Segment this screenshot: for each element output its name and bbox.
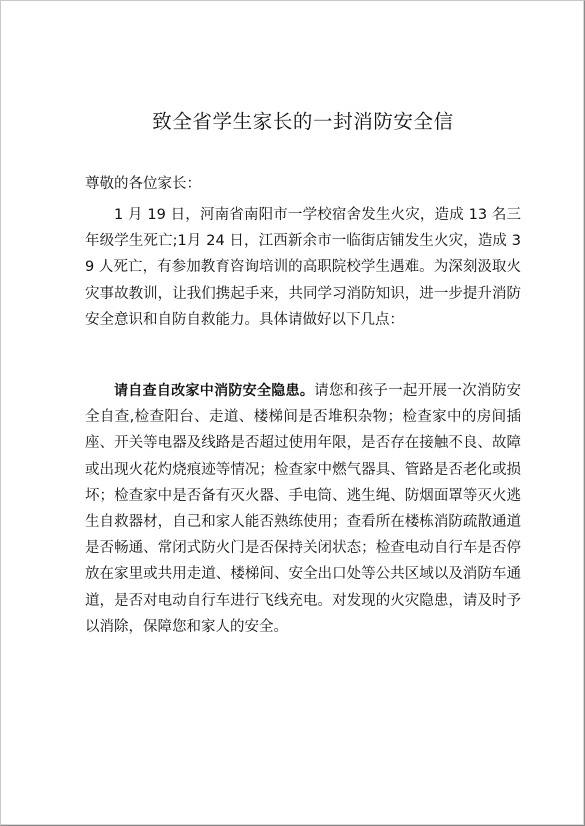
letter-title: 致全省学生家长的一封消防安全信 bbox=[152, 110, 454, 133]
paragraph-lead-heading: 请自查自改家中消防安全隐患。 bbox=[114, 383, 315, 399]
paragraph-body-text: 请您和孩子一起开展一次消防安全自查,检查阳台、走道、楼梯间是否堆积杂物；检查家中的房间插座、开关等电器及线路是否超过使用年限，是否存在接触不良、故障或出现火花灼烧痕迹等情况；检查家中燃气器具、管路是否老化或损坏；检查家中是否备有灭火器、手电筒、逃生绳、防烟面罩等灭火逃生自救器材，自己和家人能否熟练使用；查看所在楼栋消防疏散通道是否畅通、常闭式防火门是否保持关闭状态；检查电动自行车是否停放在家里或共用走道、楼梯间、安全出口处等公共区域以及消防车通道，是否对电动自行车进行飞线充电。对发现的火灾隐患，请及时予以消除，保障您和家人的安全。 bbox=[85, 383, 522, 635]
salutation: 尊敬的各位家长： bbox=[85, 176, 201, 192]
paragraph-incident-summary: 1 月 19 日，河南省南阳市一学校宿舍发生火灾，造成 13 名三年级学生死亡;1月 24 日，江西新余市一临街店铺发生火灾，造成 39 人死亡，有参加教育咨询培训的高职院校学生遇难。为深刻汲取火灾事故教训，让我们携起手来，共同学习消防知识，进一步提升消防安全意识和自防自救能力。具体请做好以下几点： bbox=[85, 207, 521, 328]
paragraph-self-inspection bbox=[85, 378, 521, 640]
